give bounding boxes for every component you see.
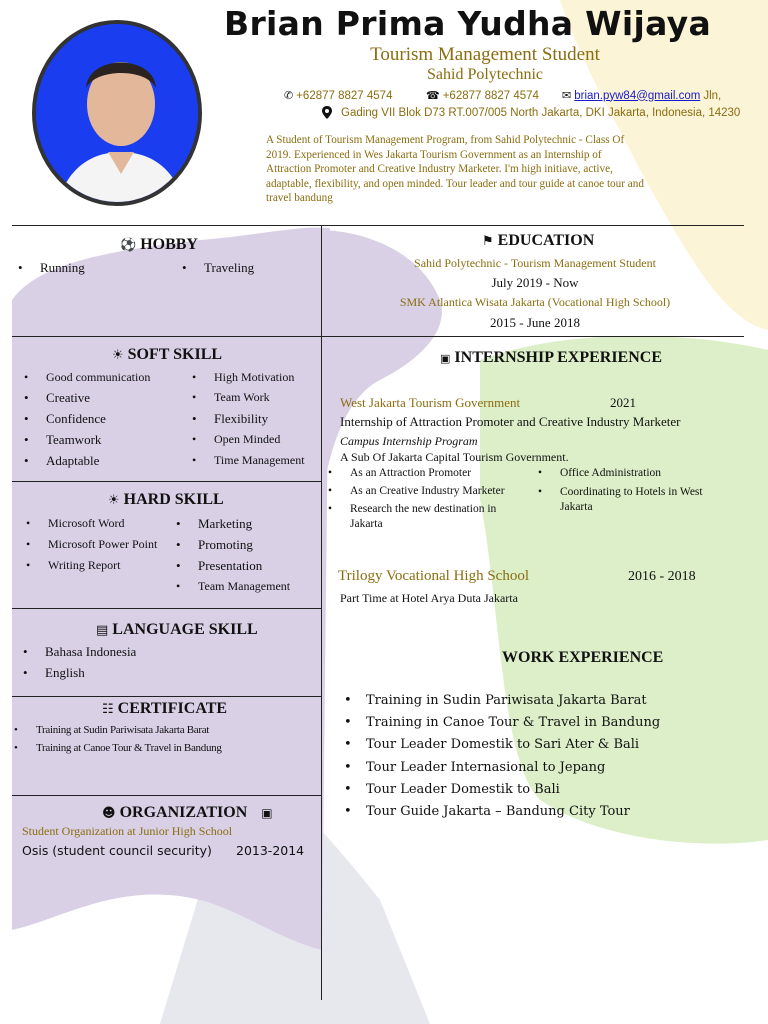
hard-skill-item: • Presentation [198, 558, 262, 574]
certificate-item: • Training at Sudin Pariwisata Jakarta Barat [36, 724, 209, 736]
hard-skill-item: • Team Management [198, 579, 290, 594]
whatsapp-icon: ☎ [426, 89, 440, 102]
phone-icon: ✆ [284, 89, 294, 102]
internship-program-1: Campus Internship Program [340, 434, 478, 448]
work-item: • Training in Canoe Tour & Travel in Bandung [366, 715, 660, 730]
full-name: Brian Prima Yudha Wijaya [224, 4, 712, 43]
internship-place-1: West Jakarta Tourism Government [340, 395, 521, 410]
whatsapp-contact [426, 89, 539, 102]
education-school-2: SMK Atlantica Wisata Jakarta (Vocational High School) [399, 295, 671, 309]
soft-skill-item: • Good communication [46, 370, 150, 385]
briefcase-icon: ▣ [261, 806, 273, 820]
language-item: • Bahasa Indonesia [45, 644, 136, 660]
divider-language [12, 696, 321, 697]
divider-hard-skill [12, 608, 321, 609]
language-icon: ▤ [96, 622, 109, 638]
lightbulb-icon: ☀ [108, 492, 120, 508]
internship-duty: • As an Attraction Promoter [350, 467, 471, 479]
people-icon: ☻ [102, 805, 116, 821]
soft-skill-item: • High Motivation [214, 370, 294, 385]
soft-skill-item: • Teamwork [46, 432, 101, 448]
soccer-ball-icon: ⚽ [120, 237, 137, 253]
internship-heading: ▣ INTERNSHIP EXPERIENCE [440, 349, 663, 366]
internship-duty: • Office Administration [560, 467, 661, 479]
language-item: • English [45, 665, 85, 681]
organization-name: Student Organization at Junior High School [22, 824, 233, 838]
soft-skill-item: • Time Management [214, 453, 305, 468]
internship-position-1: Internship of Attraction Promoter and Creative Industry Marketer [340, 414, 681, 429]
profile-photo [32, 20, 202, 206]
open-book-icon: ☷ [102, 701, 114, 717]
address-text: Gading VII Blok D73 RT.007/005 North Jakarta, DKI Jakarta, Indonesia, 14230 [341, 106, 741, 119]
soft-skill-item: • Team Work [214, 390, 270, 405]
address-prefix: Jln, [703, 89, 722, 102]
work-item: • Tour Leader Domestik to Sari Ater & Bali [366, 737, 639, 752]
lightbulb-icon: ☀ [112, 347, 124, 363]
divider-certificate [12, 795, 321, 796]
email-contact [562, 89, 721, 102]
work-item: • Tour Leader Domestik to Bali [366, 782, 560, 797]
education-period-2: 2015 - June 2018 [490, 315, 580, 330]
email-link[interactable]: brian.pyw84@gmail.com [574, 89, 701, 102]
divider-education [12, 336, 744, 337]
organization-period: 2013-2014 [236, 843, 305, 858]
internship-desc-1: A Sub Of Jakarta Capital Tourism Government. [340, 450, 569, 464]
graduate-icon: ⚑ [482, 233, 494, 249]
hobby-item: • Running [40, 260, 85, 276]
briefcase-icon: ▣ [440, 351, 451, 365]
internship-position-2: Part Time at Hotel Arya Duta Jakarta [340, 591, 518, 605]
certificate-heading: ☷ CERTIFICATE [102, 700, 228, 717]
map-pin-icon [322, 106, 332, 119]
education-school-1: Sahid Polytechnic - Tourism Management Student [414, 256, 656, 270]
work-item: • Training in Sudin Pariwisata Jakarta Barat [366, 693, 647, 708]
soft-skill-item: • Confidence [46, 411, 106, 427]
internship-place-2: Trilogy Vocational High School [338, 568, 529, 584]
institution: Sahid Polytechnic [427, 66, 543, 83]
avatar-illustration [36, 24, 202, 206]
hard-skill-heading: ☀ HARD SKILL [108, 491, 224, 508]
internship-year-1: 2021 [610, 395, 636, 410]
internship-duty: • As an Creative Industry Marketer [350, 485, 505, 497]
work-item: • Tour Leader Internasional to Jepang [366, 760, 605, 775]
profile-summary: A Student of Tourism Management Program, from Sahid Polytechnic - Class Of 2019. Experienced in Wes Jakarta Tourism Government as an Internship of Attraction Promoter and Creative Industry Marketer. I'm high initiave, active, adaptable, flexibility, and open minded. Tour leader and tour guide at canoe tour and travel bandung [266, 134, 644, 204]
job-title: Tourism Management Student [370, 44, 600, 65]
soft-skill-item: • Flexibility [214, 411, 268, 427]
work-item: • Tour Guide Jakarta – Bandung City Tour [366, 804, 630, 819]
hobby-heading: ⚽ HOBBY [120, 236, 198, 253]
language-heading: ▤ LANGUAGE SKILL [96, 621, 258, 638]
column-divider [321, 225, 322, 1000]
hard-skill-item: • Microsoft Word [48, 516, 124, 531]
soft-skill-heading: ☀ SOFT SKILL [112, 346, 223, 363]
hard-skill-item: • Promoting [198, 537, 253, 553]
hard-skill-item: • Microsoft Power Point [48, 537, 157, 552]
soft-skill-item: • Open Minded [214, 432, 280, 447]
internship-duty: • Research the new destination in Jakarta [350, 502, 526, 532]
phone-number-1[interactable]: +62877 8827 4574 [296, 89, 393, 102]
divider-header [12, 225, 744, 226]
organization-heading: ☻ ORGANIZATION ▣ [102, 804, 273, 821]
soft-skill-item: • Adaptable [46, 453, 99, 469]
certificate-item: • Training at Canoe Tour & Travel in Bandung [36, 742, 222, 754]
organization-role: Osis (student council security) [22, 843, 212, 858]
education-heading: ⚑ EDUCATION [482, 232, 595, 249]
work-experience-heading: WORK EXPERIENCE [502, 649, 664, 666]
address-line [322, 106, 740, 119]
internship-year-2: 2016 - 2018 [628, 569, 696, 584]
divider-soft-skill [12, 481, 321, 482]
hobby-item: • Traveling [204, 260, 254, 276]
envelope-icon: ✉ [562, 89, 572, 102]
phone-number-2[interactable]: +62877 8827 4574 [442, 89, 539, 102]
hard-skill-item: • Marketing [198, 516, 252, 532]
education-period-1: July 2019 - Now [491, 275, 579, 290]
internship-duty: • Coordinating to Hotels in West Jakarta [560, 485, 736, 515]
soft-skill-item: • Creative [46, 390, 90, 406]
phone-contact [284, 89, 392, 102]
hard-skill-item: • Writing Report [48, 558, 121, 573]
